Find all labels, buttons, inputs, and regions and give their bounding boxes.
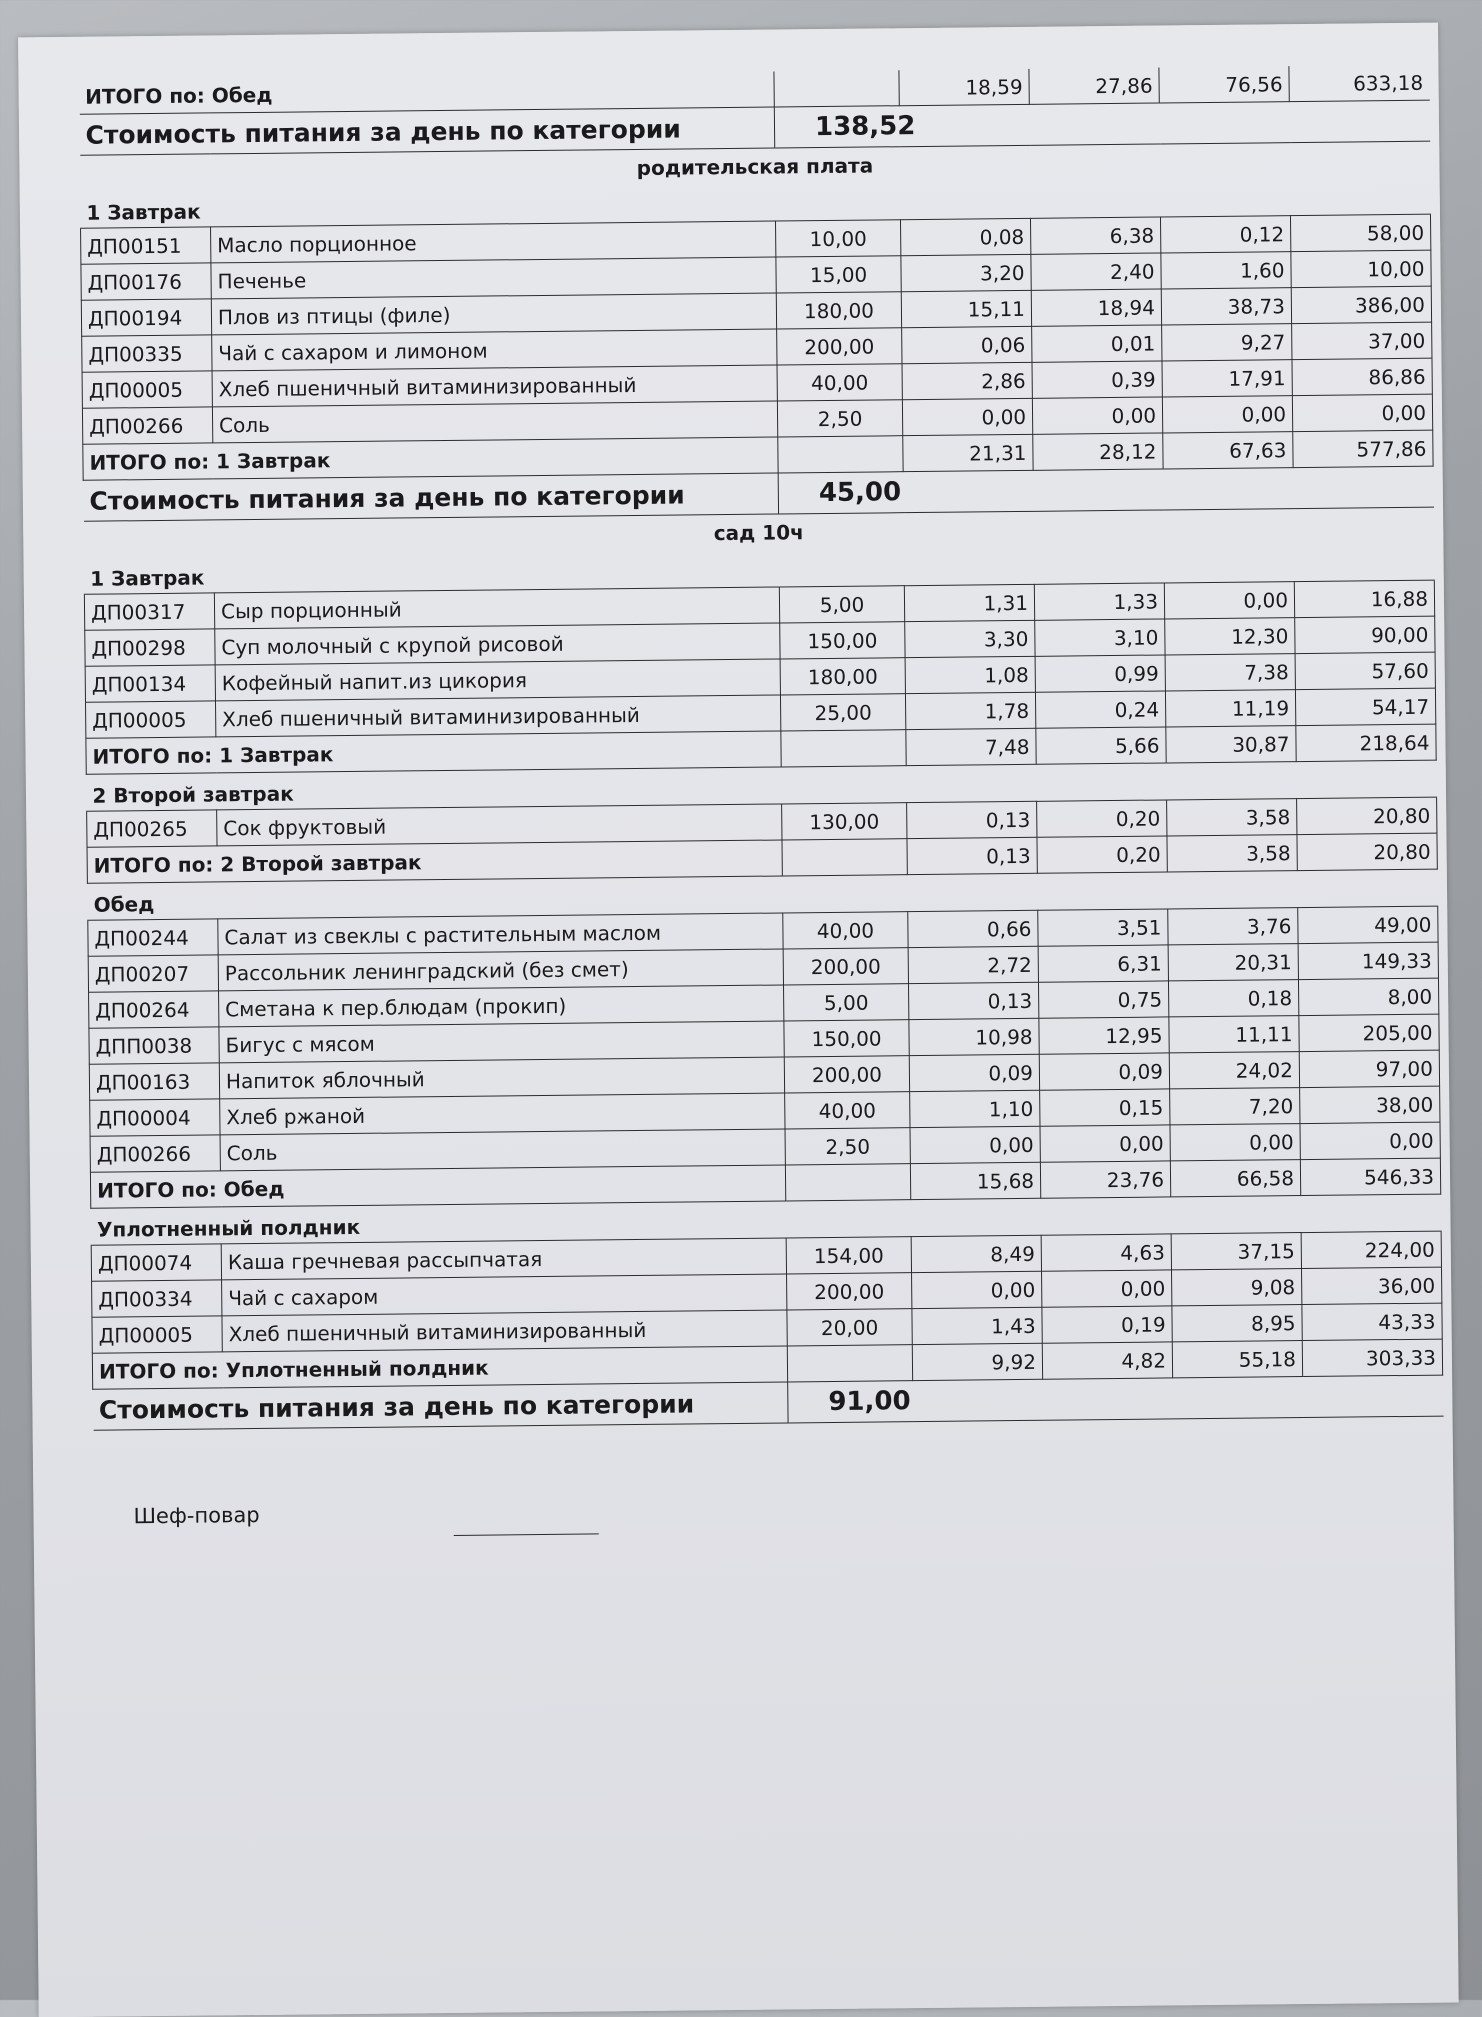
dish-fat: 3,51 [1038, 909, 1168, 946]
dish-fat: 0,09 [1039, 1053, 1169, 1090]
dish-protein: 0,66 [908, 910, 1038, 947]
dish-code: ДП00334 [92, 1280, 222, 1317]
dish-code: ДП00266 [90, 1135, 220, 1172]
dish-calories: 0,00 [1300, 1122, 1440, 1159]
dish-name: Кофейный напит.из цикория [215, 659, 780, 701]
dish-protein: 0,00 [902, 398, 1032, 435]
dish-carbs: 11,19 [1165, 690, 1295, 727]
total-label: ИТОГО по: 1 Завтрак [86, 731, 781, 774]
dish-protein: 15,11 [901, 290, 1031, 327]
menu-report [78, 65, 1442, 1431]
total-calories: 218,64 [1296, 724, 1436, 761]
dish-weight: 40,00 [785, 1092, 910, 1129]
dish-fat: 2,40 [1031, 253, 1161, 290]
total-fat: 5,66 [1036, 727, 1166, 764]
dish-weight: 150,00 [780, 622, 905, 659]
total-fat: 27,86 [1029, 67, 1159, 104]
dish-name: Чай с сахаром и лимоном [212, 329, 777, 371]
dish-name: Салат из свеклы с растительным маслом [218, 913, 783, 955]
dish-name: Рассольник ленинградский (без смет) [218, 949, 783, 991]
dish-code: ДП00335 [82, 335, 212, 372]
dish-weight: 25,00 [780, 694, 905, 731]
dish-carbs: 12,30 [1165, 618, 1295, 655]
dish-carbs: 17,91 [1162, 360, 1292, 397]
signature-line [454, 1533, 599, 1536]
meal-section-title: 1 Завтрак [84, 544, 1434, 595]
dish-code: ДП00163 [89, 1063, 219, 1100]
dish-weight: 40,00 [777, 364, 902, 401]
dish-carbs: 0,18 [1168, 980, 1298, 1017]
dish-calories: 8,00 [1298, 978, 1438, 1015]
dish-protein: 0,00 [910, 1126, 1040, 1163]
dish-carbs: 1,60 [1161, 252, 1291, 289]
dish-fat: 6,31 [1038, 945, 1168, 982]
dish-name: Соль [220, 1129, 785, 1171]
dish-name: Напиток яблочный [219, 1057, 784, 1099]
dish-fat: 1,33 [1034, 583, 1164, 620]
dish-fat: 0,15 [1040, 1089, 1170, 1126]
dish-calories: 37,00 [1292, 322, 1432, 359]
total-protein: 21,31 [903, 434, 1033, 471]
dish-fat: 0,99 [1035, 655, 1165, 692]
total-calories: 303,33 [1302, 1339, 1442, 1376]
total-label: ИТОГО по: Уплотненный полдник [92, 1346, 787, 1389]
total-protein: 18,59 [899, 69, 1029, 106]
dish-protein: 0,13 [907, 801, 1037, 838]
dish-name: Хлеб пшеничный витаминизированный [215, 695, 780, 737]
dish-carbs: 8,95 [1172, 1305, 1302, 1342]
dish-name: Сок фруктовый [217, 804, 782, 846]
dish-name: Масло порционное [211, 221, 776, 263]
dish-code: ДП00194 [81, 299, 211, 336]
dish-code: ДП00266 [82, 407, 212, 444]
dish-name: Бигус с мясом [219, 1021, 784, 1063]
dish-fat: 0,01 [1032, 325, 1162, 362]
dish-fat: 0,39 [1032, 361, 1162, 398]
menu-table-body [79, 65, 1443, 1431]
dish-protein: 1,31 [904, 584, 1034, 621]
dish-weight: 2,50 [777, 400, 902, 437]
dish-code: ДП00264 [89, 991, 219, 1028]
total-fat: 0,20 [1037, 836, 1167, 873]
dish-code: ДП00074 [91, 1244, 221, 1281]
dish-name: Суп молочный с крупой рисовой [215, 623, 780, 665]
dish-fat: 0,00 [1042, 1270, 1172, 1307]
total-protein: 0,13 [907, 837, 1037, 874]
total-fat: 4,82 [1042, 1342, 1172, 1379]
dish-weight: 20,00 [787, 1309, 912, 1346]
dish-calories: 149,33 [1298, 942, 1438, 979]
menu-table [78, 65, 1443, 1431]
total-carbs: 55,18 [1172, 1341, 1302, 1378]
dish-code: ДП00265 [87, 810, 217, 847]
total-protein: 9,92 [912, 1343, 1042, 1380]
dish-fat: 0,19 [1042, 1306, 1172, 1343]
dish-protein: 3,30 [905, 620, 1035, 657]
dish-fat: 4,63 [1041, 1234, 1171, 1271]
dish-calories: 90,00 [1295, 616, 1435, 653]
dish-protein: 0,06 [902, 326, 1032, 363]
total-label: ИТОГО по: 2 Второй завтрак [87, 840, 782, 883]
dish-fat: 0,24 [1035, 691, 1165, 728]
dish-carbs: 38,73 [1161, 288, 1291, 325]
dish-code: ДП00298 [85, 629, 215, 666]
dish-calories: 10,00 [1291, 250, 1431, 287]
total-weight-empty [782, 839, 907, 876]
category-heading: сад 10ч [713, 520, 804, 546]
dish-calories: 43,33 [1302, 1303, 1442, 1340]
meal-section-title: Уплотненный полдник [91, 1194, 1441, 1245]
dish-carbs: 20,31 [1168, 944, 1298, 981]
dish-fat: 3,10 [1035, 619, 1165, 656]
dish-calories: 20,80 [1297, 797, 1437, 834]
dish-weight: 200,00 [783, 948, 908, 985]
cost-label: Стоимость питания за день по категории [83, 473, 778, 521]
dish-weight: 180,00 [776, 292, 901, 329]
dish-protein: 2,72 [908, 946, 1038, 983]
dish-name: Хлеб пшеничный витаминизированный [212, 365, 777, 407]
category-heading: родительская плата [636, 153, 874, 180]
dish-name: Сметана к пер.блюдам (прокип) [219, 985, 784, 1027]
dish-weight: 10,00 [776, 220, 901, 257]
dish-calories: 36,00 [1302, 1267, 1442, 1304]
dish-code: ДП00134 [85, 665, 215, 702]
dish-weight: 200,00 [787, 1273, 912, 1310]
dish-weight: 5,00 [784, 984, 909, 1021]
dish-protein: 1,78 [905, 692, 1035, 729]
dish-protein: 0,13 [909, 982, 1039, 1019]
dish-protein: 3,20 [901, 254, 1031, 291]
dish-code: ДП00004 [90, 1099, 220, 1136]
dish-calories: 86,86 [1292, 358, 1432, 395]
meal-section-title: 1 Завтрак [80, 178, 1430, 229]
dish-calories: 49,00 [1298, 906, 1438, 943]
meal-section-title: Обед [87, 869, 1437, 920]
total-protein: 15,68 [910, 1162, 1040, 1199]
dish-weight: 200,00 [784, 1056, 909, 1093]
total-weight-empty [785, 1164, 910, 1201]
dish-protein: 0,00 [912, 1271, 1042, 1308]
dish-carbs: 3,58 [1167, 799, 1297, 836]
total-label: ИТОГО по: Обед [90, 1165, 785, 1208]
dish-fat: 18,94 [1031, 289, 1161, 326]
total-carbs: 3,58 [1167, 835, 1297, 872]
total-carbs: 67,63 [1163, 432, 1293, 469]
dish-fat: 0,75 [1039, 981, 1169, 1018]
dish-protein: 1,10 [910, 1090, 1040, 1127]
dish-name: Печенье [211, 257, 776, 299]
dish-name: Сыр порционный [214, 587, 779, 629]
dish-weight: 130,00 [782, 803, 907, 840]
dish-name: Хлеб пшеничный витаминизированный [222, 1310, 787, 1352]
dish-code: ДП00005 [82, 371, 212, 408]
cost-label: Стоимость питания за день по категории [93, 1382, 788, 1430]
chef-signature-label: Шеф-повар [133, 1502, 260, 1529]
dish-name: Чай с сахаром [222, 1274, 787, 1316]
dish-code: ДП00207 [88, 955, 218, 992]
total-calories: 633,18 [1289, 65, 1429, 102]
dish-weight: 5,00 [779, 586, 904, 623]
dish-carbs: 0,12 [1160, 216, 1290, 253]
dish-protein: 1,43 [912, 1307, 1042, 1344]
dish-name: Каша гречневая рассыпчатая [221, 1238, 786, 1280]
cost-value: 91,00 [788, 1375, 1443, 1423]
dish-weight: 40,00 [783, 912, 908, 949]
dish-fat: 0,00 [1040, 1125, 1170, 1162]
dish-code: ДПП0038 [89, 1027, 219, 1064]
total-protein: 7,48 [906, 728, 1036, 765]
total-label: ИТОГО по: 1 Завтрак [83, 437, 778, 480]
dish-carbs: 24,02 [1169, 1052, 1299, 1089]
dish-calories: 0,00 [1292, 394, 1432, 431]
dish-name: Хлеб ржаной [220, 1093, 785, 1135]
dish-calories: 205,00 [1299, 1014, 1439, 1051]
dish-protein: 8,49 [911, 1235, 1041, 1272]
dish-carbs: 11,11 [1169, 1016, 1299, 1053]
dish-weight: 154,00 [786, 1237, 911, 1274]
meal-section-title: 2 Второй завтрак [86, 760, 1436, 811]
dish-code: ДП00176 [81, 263, 211, 300]
dish-weight: 200,00 [777, 328, 902, 365]
dish-protein: 2,86 [902, 362, 1032, 399]
dish-carbs: 0,00 [1164, 582, 1294, 619]
dish-carbs: 3,76 [1168, 908, 1298, 945]
dish-calories: 386,00 [1291, 286, 1431, 323]
total-calories: 20,80 [1297, 833, 1437, 870]
dish-code: ДП00151 [81, 227, 211, 264]
total-weight-empty [787, 1345, 912, 1382]
dish-weight: 15,00 [776, 256, 901, 293]
dish-fat: 0,00 [1032, 397, 1162, 434]
dish-carbs: 9,08 [1172, 1269, 1302, 1306]
dish-calories: 57,60 [1295, 652, 1435, 689]
dish-calories: 16,88 [1294, 580, 1434, 617]
total-label: ИТОГО по: Обед [79, 72, 774, 115]
dish-calories: 97,00 [1299, 1050, 1439, 1087]
dish-carbs: 0,00 [1162, 396, 1292, 433]
dish-calories: 54,17 [1295, 688, 1435, 725]
total-carbs: 30,87 [1166, 726, 1296, 763]
dish-protein: 0,09 [909, 1054, 1039, 1091]
dish-fat: 6,38 [1031, 217, 1161, 254]
dish-calories: 58,00 [1290, 214, 1430, 251]
dish-code: ДП00317 [84, 593, 214, 630]
dish-fat: 0,20 [1037, 800, 1167, 837]
dish-name: Плов из птицы (филе) [211, 293, 776, 335]
total-carbs: 76,56 [1159, 66, 1289, 103]
dish-protein: 1,08 [905, 656, 1035, 693]
total-calories: 546,33 [1300, 1158, 1440, 1195]
dish-name: Соль [212, 401, 777, 443]
dish-protein: 10,98 [909, 1018, 1039, 1055]
dish-carbs: 9,27 [1162, 324, 1292, 361]
total-weight-empty [778, 436, 903, 473]
dish-code: ДП00005 [86, 701, 216, 738]
dish-weight: 150,00 [784, 1020, 909, 1057]
dish-calories: 38,00 [1300, 1086, 1440, 1123]
total-weight-empty [781, 730, 906, 767]
cost-label: Стоимость питания за день по категории [79, 107, 774, 155]
total-fat: 23,76 [1040, 1161, 1170, 1198]
dish-calories: 224,00 [1301, 1231, 1441, 1268]
dish-weight: 2,50 [785, 1128, 910, 1165]
dish-weight: 180,00 [780, 658, 905, 695]
dish-carbs: 7,20 [1170, 1088, 1300, 1125]
dish-protein: 0,08 [901, 218, 1031, 255]
total-carbs: 66,58 [1170, 1160, 1300, 1197]
dish-carbs: 7,38 [1165, 654, 1295, 691]
dish-code: ДП00244 [88, 919, 218, 956]
dish-carbs: 37,15 [1171, 1233, 1301, 1270]
dish-code: ДП00005 [92, 1316, 222, 1353]
document-page [18, 23, 1459, 2017]
cost-value: 138,52 [774, 100, 1429, 148]
total-calories: 577,86 [1293, 430, 1433, 467]
cost-value: 45,00 [778, 466, 1433, 514]
dish-fat: 12,95 [1039, 1017, 1169, 1054]
total-fat: 28,12 [1033, 433, 1163, 470]
dish-carbs: 0,00 [1170, 1124, 1300, 1161]
